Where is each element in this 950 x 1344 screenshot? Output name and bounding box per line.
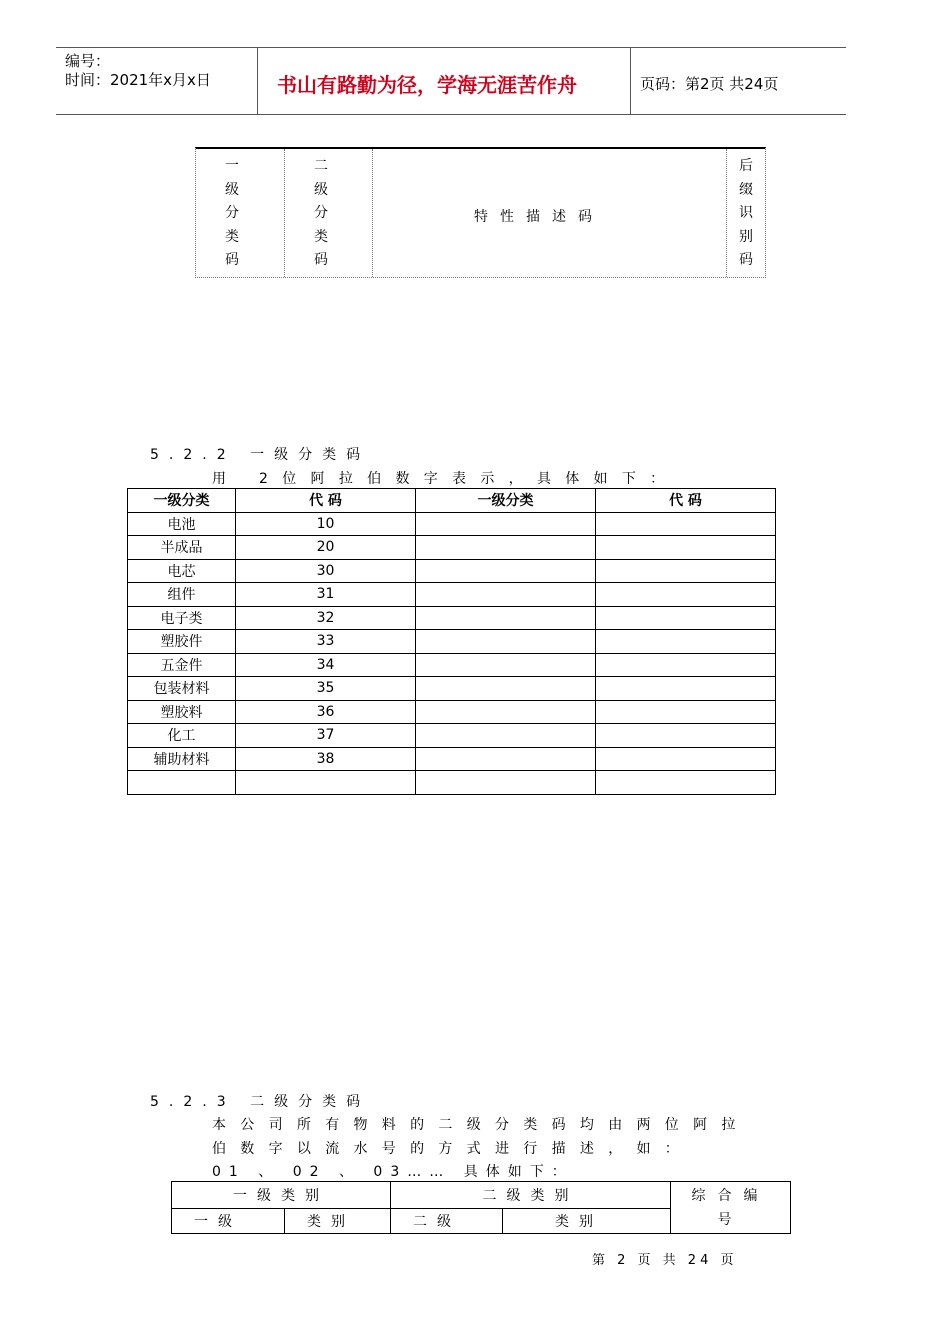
table-row bbox=[128, 559, 776, 583]
section-paragraph-line: 伯数字以流水号的方式进行描述，如： bbox=[212, 1141, 694, 1157]
table-row bbox=[128, 724, 776, 748]
empty-cell bbox=[596, 606, 776, 630]
group-header-level2: 二级类别 bbox=[391, 1182, 671, 1209]
class-code-cell: 36 bbox=[236, 700, 416, 724]
document-time-label: 时间：2021年x月x日 bbox=[65, 71, 211, 89]
table-row bbox=[128, 606, 776, 630]
level2-class-table bbox=[171, 1181, 791, 1234]
table-header-row bbox=[172, 1182, 791, 1209]
empty-cell bbox=[416, 606, 596, 630]
header-divider bbox=[257, 47, 258, 114]
table-row bbox=[128, 700, 776, 724]
class-name-cell: 电池 bbox=[128, 512, 236, 536]
empty-cell bbox=[416, 724, 596, 748]
document-number-label: 编号： bbox=[65, 52, 111, 70]
table-row bbox=[128, 536, 776, 560]
class-name-cell: 塑胶料 bbox=[128, 700, 236, 724]
class-code-cell: 31 bbox=[236, 583, 416, 607]
empty-cell bbox=[416, 512, 596, 536]
class-code-cell: 10 bbox=[236, 512, 416, 536]
empty-cell bbox=[416, 653, 596, 677]
table-row bbox=[128, 630, 776, 654]
section-title-523: 5.2.3 二级分类码 bbox=[150, 1094, 371, 1110]
empty-cell bbox=[416, 677, 596, 701]
empty-cell bbox=[596, 771, 776, 795]
header-page-info: 页码：第2页 共24页 bbox=[640, 75, 779, 93]
empty-cell bbox=[596, 700, 776, 724]
empty-cell bbox=[596, 559, 776, 583]
structure-label-suffix: 后缀识别码 bbox=[739, 158, 753, 268]
class-code-cell: 30 bbox=[236, 559, 416, 583]
empty-cell bbox=[596, 747, 776, 771]
class-code-cell: 32 bbox=[236, 606, 416, 630]
table-row bbox=[128, 771, 776, 795]
empty-cell bbox=[596, 724, 776, 748]
class-name-cell: 电子类 bbox=[128, 606, 236, 630]
column-header: 代 码 bbox=[236, 489, 416, 513]
header-top-rule bbox=[56, 47, 846, 48]
section-title-522: 5.2.2 一级分类码 bbox=[150, 447, 371, 463]
empty-cell bbox=[416, 630, 596, 654]
empty-cell bbox=[416, 747, 596, 771]
header-bottom-rule bbox=[56, 114, 846, 115]
level1-class-table bbox=[127, 488, 776, 795]
empty-cell bbox=[416, 583, 596, 607]
class-code-cell: 20 bbox=[236, 536, 416, 560]
class-name-cell: 辅助材料 bbox=[128, 747, 236, 771]
summary-number-header: 综合编号 bbox=[671, 1182, 791, 1234]
class-name-cell: 化工 bbox=[128, 724, 236, 748]
empty-cell bbox=[596, 512, 776, 536]
column-header: 代 码 bbox=[596, 489, 776, 513]
page-footer: 第 2 页 共 24 页 bbox=[592, 1253, 738, 1268]
table-row bbox=[128, 512, 776, 536]
structure-label-feature: 特性描述码 bbox=[474, 209, 604, 225]
group-header-level1: 一级类别 bbox=[172, 1182, 391, 1209]
class-name-cell: 电芯 bbox=[128, 559, 236, 583]
empty-cell bbox=[596, 653, 776, 677]
class-name-cell bbox=[128, 771, 236, 795]
empty-cell bbox=[416, 700, 596, 724]
section-paragraph-line: 01 、 02 、 03…… 具体如下： bbox=[212, 1164, 574, 1180]
section-paragraph-line: 本公司所有物料的二级分类码均由两位阿拉 bbox=[212, 1117, 750, 1133]
section-intro-522: 用 2位阿拉伯数字表示，具体如下： bbox=[212, 471, 679, 487]
structure-label-level1: 一级分类码 bbox=[225, 158, 239, 268]
class-code-cell: 34 bbox=[236, 653, 416, 677]
sub-header-cell: 二级 bbox=[391, 1209, 503, 1234]
class-name-cell: 半成品 bbox=[128, 536, 236, 560]
header-divider bbox=[630, 47, 631, 114]
column-header: 一级分类 bbox=[416, 489, 596, 513]
class-code-cell: 38 bbox=[236, 747, 416, 771]
class-code-cell: 35 bbox=[236, 677, 416, 701]
header-motto: 书山有路勤为径，学海无涯苦作舟 bbox=[277, 73, 577, 97]
table-row bbox=[128, 747, 776, 771]
column-header: 一级分类 bbox=[128, 489, 236, 513]
sub-header-cell: 类别 bbox=[285, 1209, 391, 1234]
table-row bbox=[128, 677, 776, 701]
empty-cell bbox=[416, 536, 596, 560]
empty-cell bbox=[596, 677, 776, 701]
empty-cell bbox=[596, 536, 776, 560]
class-code-cell: 33 bbox=[236, 630, 416, 654]
class-name-cell: 五金件 bbox=[128, 653, 236, 677]
class-name-cell: 组件 bbox=[128, 583, 236, 607]
table-row bbox=[128, 653, 776, 677]
class-code-cell bbox=[236, 771, 416, 795]
class-code-cell: 37 bbox=[236, 724, 416, 748]
structure-label-level2: 二级分类码 bbox=[314, 158, 328, 268]
empty-cell bbox=[416, 559, 596, 583]
empty-cell bbox=[596, 583, 776, 607]
class-name-cell: 塑胶件 bbox=[128, 630, 236, 654]
class-name-cell: 包装材料 bbox=[128, 677, 236, 701]
empty-cell bbox=[416, 771, 596, 795]
sub-header-cell: 类别 bbox=[503, 1209, 671, 1234]
sub-header-cell: 一级 bbox=[172, 1209, 285, 1234]
table-row bbox=[128, 583, 776, 607]
empty-cell bbox=[596, 630, 776, 654]
table-header-row bbox=[128, 489, 776, 513]
